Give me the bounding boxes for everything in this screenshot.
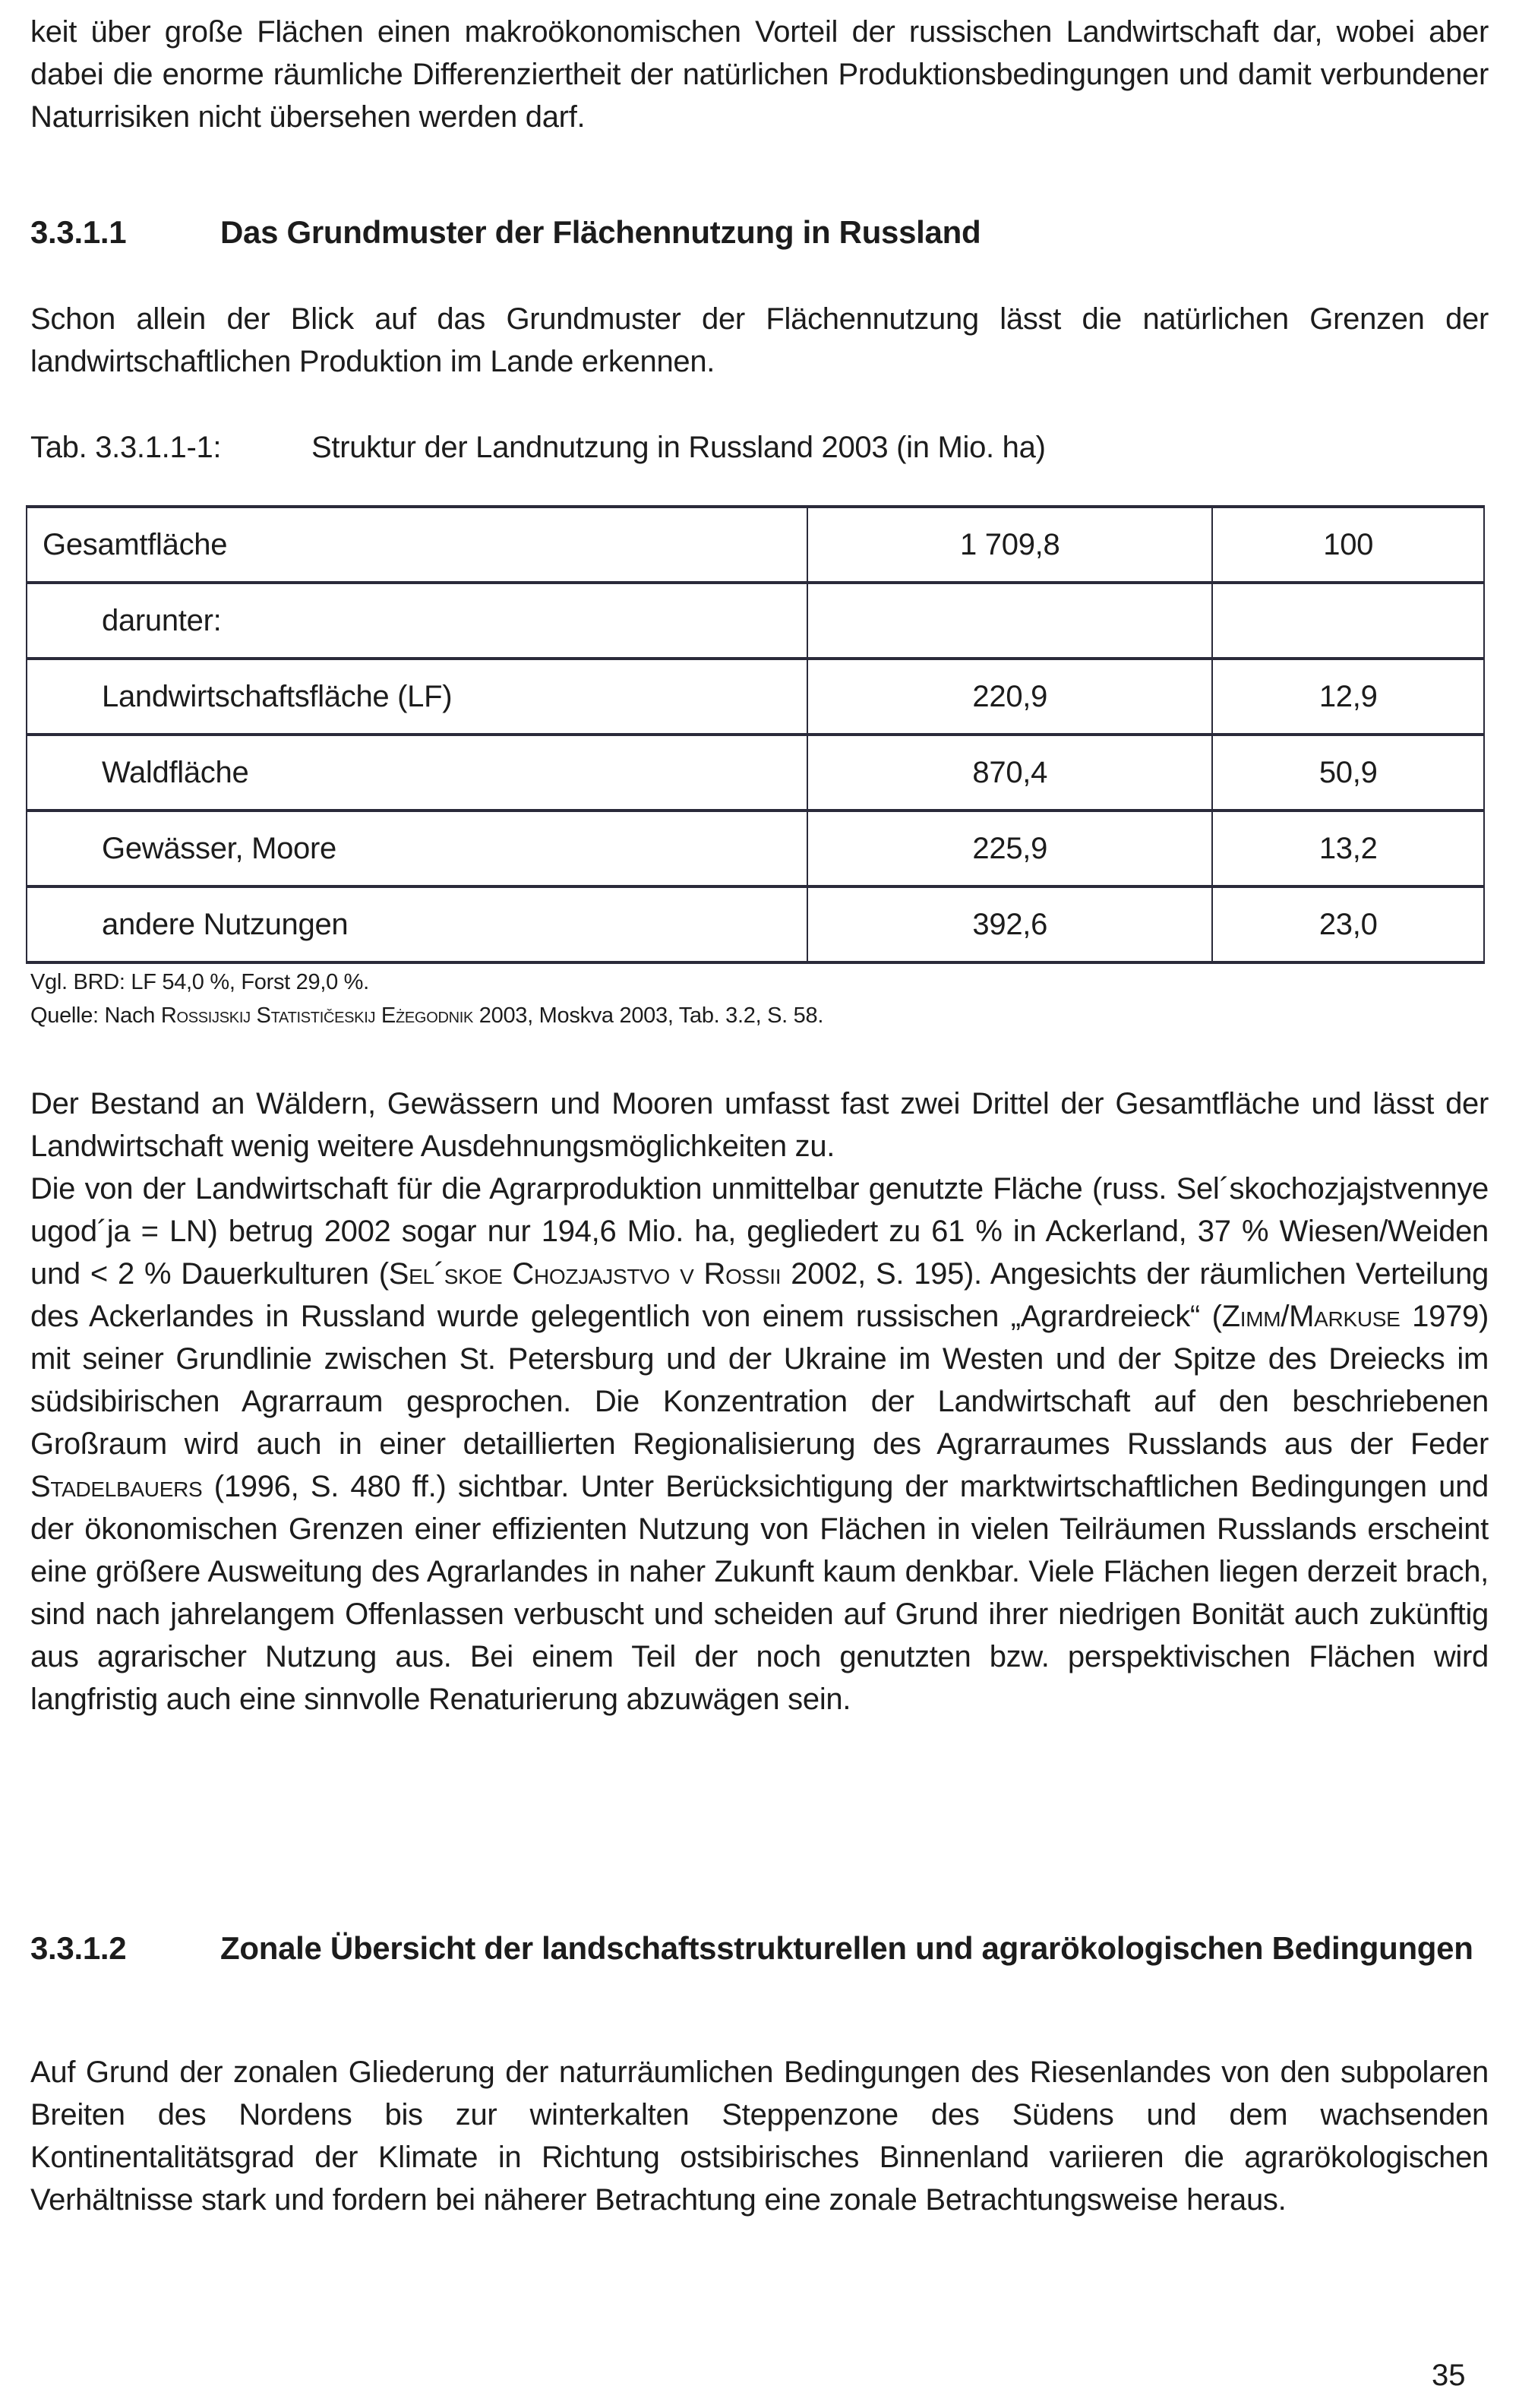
citation: Zimm/Markuse — [1221, 1300, 1401, 1333]
text-segment: Die von der Landwirtschaft für die Agrarproduktion unmittelbar genutzte Fläche (russ. Sel´skochozjajstvennye ugod´ja = LN) betrug 2002 sogar nur 194,6 Mio. ha, gegliedert zu 61 % in Ackerland, 37 % Wiesen/Weiden und < 2 % Dauerkulturen ( — [30, 1172, 1489, 1291]
row-percent — [1212, 583, 1484, 659]
citation: Sel´skoe Chozjajstvo v Rossii — [388, 1257, 782, 1291]
land-use-table — [26, 505, 1485, 964]
row-percent: 50,9 — [1212, 735, 1484, 811]
row-value: 870,4 — [807, 735, 1212, 811]
row-label: Gewässer, Moore — [27, 811, 807, 886]
text-segment: 1979) mit seiner Grundlinie zwischen St. Petersburg und der Ukraine im Westen und der Spitze des Dreiecks im südsibirischen Agrarraum gesprochen. Die Konzentration der Landwirtschaft auf den beschriebenen Großraum wird auch in einer detaillierten Regionalisierung des Agrarraumes Russlands aus der Feder — [30, 1300, 1489, 1461]
table-note: Vgl. BRD: LF 54,0 %, Forst 29,0 %. — [30, 970, 369, 994]
row-label: Landwirtschaftsfläche (LF) — [27, 659, 807, 735]
section-title: Das Grundmuster der Flächennutzung in Russland — [220, 214, 981, 250]
text-segment: (1996, S. 480 ff.) sichtbar. Unter Berücksichtigung der marktwirtschaftlichen Bedingungen und der ökonomischen Grenzen einer effizienten Nutzung von Flächen in vielen Teilräumen Russlands erscheint eine größere Ausweitung des Agrarlandes in naher Zukunft kaum denkbar. Viele Flächen liegen derzeit brach, sind nach jahrelangem Offenlassen verbuscht und scheiden auf Grund ihrer niedrigen Bonität auch zukünftig aus agrarischer Nutzung aus. Bei einem Teil der noch genutzten bzw. perspektivischen Flächen wird langfristig auch eine sinnvolle Renaturierung abzuwägen sein. — [30, 1470, 1489, 1716]
table-row — [27, 583, 1484, 659]
table-row — [27, 659, 1484, 735]
section-2-paragraph: Auf Grund der zonalen Gliederung der naturräumlichen Bedingungen des Riesenlandes von den subpolaren Breiten des Nordens bis zur winterkalten Steppenzone des Südens und dem wachsenden Kontinentalitätsgrad der Klimate in Richtung ostsibirisches Binnenland variieren die agrarökologischen Verhältnisse stark und fordern bei näherer Betrachtung eine zonale Betrachtungsweise heraus. — [30, 2056, 1489, 2217]
row-label: Gesamtfläche — [27, 507, 807, 583]
row-label: Waldfläche — [27, 735, 807, 811]
section-title: Zonale Übersicht der landschaftsstrukturellen und agrarökologischen Bedingungen — [220, 1930, 1473, 1966]
source-suffix: 2003, Moskva 2003, Tab. 3.2, S. 58. — [473, 1003, 824, 1028]
page-number: 35 — [1432, 2359, 1466, 2392]
section-1-paragraph: Schon allein der Blick auf das Grundmuster der Flächennutzung lässt die natürlichen Grenzen der landwirtschaftlichen Produktion im Lande erkennen. — [30, 302, 1489, 378]
row-percent: 12,9 — [1212, 659, 1484, 735]
table-source — [30, 1000, 823, 1032]
table-caption-label: Tab. 3.3.1.1-1: — [30, 431, 222, 464]
row-percent: 13,2 — [1212, 811, 1484, 886]
row-value: 1 709,8 — [807, 507, 1212, 583]
text-segment: 2002, S. 195). Angesichts der räumlichen Verteilung des Ackerlandes in Russland wurde gelegentlich von einem russischen „Agrardreieck“ ( — [30, 1257, 1489, 1333]
row-value: 220,9 — [807, 659, 1212, 735]
table-caption-title: Struktur der Landnutzung in Russland 2003 (in Mio. ha) — [311, 431, 1046, 464]
citation: Stadelbauers — [30, 1470, 203, 1503]
section-heading-3-3-1-1 — [30, 211, 1489, 254]
section-number: 3.3.1.1 — [30, 214, 127, 250]
table-row — [27, 735, 1484, 811]
table-row — [27, 811, 1484, 886]
row-value: 225,9 — [807, 811, 1212, 886]
row-value: 392,6 — [807, 886, 1212, 962]
body-paragraph-2 — [30, 1168, 1489, 1721]
section-heading-3-3-1-2 — [30, 1927, 1489, 1970]
table-row — [27, 507, 1484, 583]
row-value — [807, 583, 1212, 659]
row-label: andere Nutzungen — [27, 886, 807, 962]
section-number: 3.3.1.2 — [30, 1930, 127, 1966]
table-row — [27, 886, 1484, 962]
source-prefix: Quelle: Nach — [30, 1003, 161, 1028]
body-paragraph-1: Der Bestand an Wäldern, Gewässern und Mooren umfasst fast zwei Drittel der Gesamtfläche und lässt der Landwirtschaft wenig weitere Ausdehnungsmöglichkeiten zu. — [30, 1087, 1489, 1163]
row-percent: 23,0 — [1212, 886, 1484, 962]
table-caption — [30, 426, 1489, 469]
source-title: Rossijskij Statističeskij Eżegodnik — [160, 1003, 474, 1028]
intro-paragraph: keit über große Flächen einen makroökonomischen Vorteil der russischen Landwirtschaft dar, wobei aber dabei die enorme räumliche Differenziertheit der natürlichen Produktionsbedingungen und damit verbundener Naturrisiken nicht übersehen werden darf. — [30, 15, 1489, 134]
row-percent: 100 — [1212, 507, 1484, 583]
row-label: darunter: — [27, 583, 807, 659]
